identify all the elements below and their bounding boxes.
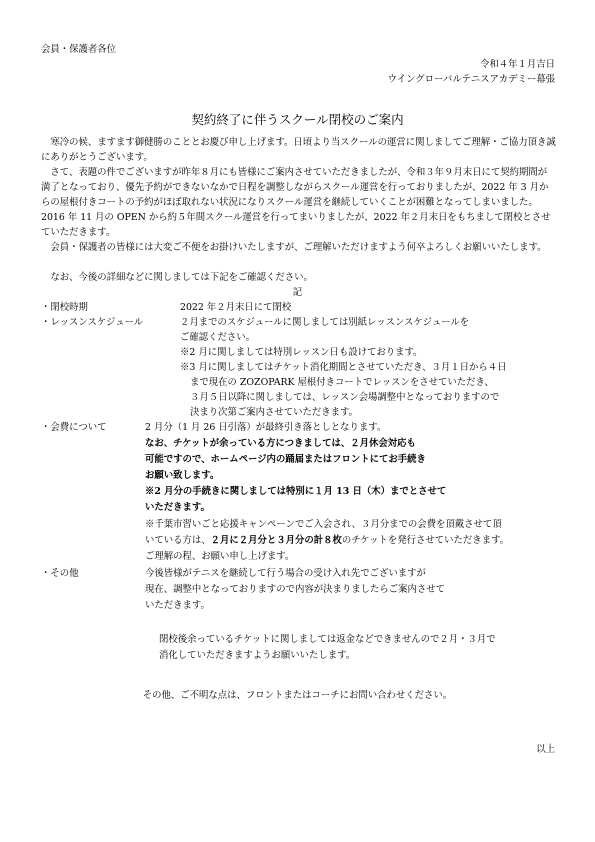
paragraph-details: なお、今後の詳細などに関しましては下記をご確認ください。 <box>50 272 313 283</box>
refund-line: 閉校後余っているチケットに関しましては返金などできませんので２月・３月で <box>159 634 496 645</box>
ki-heading: 記 <box>292 287 303 298</box>
sender-name: ウイングローバルテニスアカデミー幕張 <box>387 74 555 85</box>
paragraph-apology: 会員・保護者の皆様には大変ご不便をお掛けいたしますが、ご理解いただけますよう何卒よろしくお願いいたします。 <box>50 242 547 253</box>
fee-bold-line: お願い致します。 <box>145 470 220 481</box>
addressee: 会員・保護者各位 <box>41 44 117 55</box>
issue-date: 令和４年１月吉日 <box>479 59 555 70</box>
fee-campaign-note-line2 <box>145 533 509 548</box>
fee-note-text: のチケットを発行させていただきます。 <box>341 535 510 546</box>
schedule-line: ご確認ください。 <box>180 332 256 343</box>
schedule-line: ※3 月に関しましてはチケット消化期間とさせていただき、３月１日から４日 <box>180 362 507 373</box>
other-label: ・その他 <box>41 568 79 579</box>
schedule-line: ３月５日以降に関しましては、レッスン会場調整中となっておりますので <box>190 392 500 403</box>
schedule-line: ※2 月に関しましては特別レッスン日も設けております。 <box>180 347 423 358</box>
document-title: 契約終了に伴うスクール閉校のご案内 <box>191 112 404 127</box>
paragraph-announcement: さて、表題の件でございますが昨年８月にも皆様にご案内させていただきましたが、令和３年９月末日にて契約期間が満了となっており、優先予約ができないなかで日程を調整しながらスクール運営を行っておりましたが、2022 年 3 月からの屋根付きコートの予約がほぼ取れない状況になりスクール運営を継続していくことが困難となってしまいました。2016 年 11 月の OPEN から約５年間スクール運営を行ってまいりましたが、2022 年２月末日をもちまして閉校とさせていただきます。 <box>41 167 551 238</box>
other-line: 現在、調整中となっておりますので内容が決まりましたらご案内させて <box>145 584 446 595</box>
closing-date-label: ・閉校時期 <box>41 302 88 313</box>
fee-bold-line: なお、チケットが余っている方につきましては、２月休会対応も <box>145 438 416 449</box>
fee-bold-line: ※2 月分の手続きに関しましては特別に１月 13 日（木）までとさせて <box>145 486 447 497</box>
other-line: 今後皆様がテニスを継続して行う場合の受け入れ先でございますが <box>145 568 426 579</box>
schedule-line: ２月までのスケジュールに関しましては別紙レッスンスケジュールを <box>180 317 470 328</box>
contact-note: その他、ご不明な点は、フロントまたはコーチにお問い合わせください。 <box>142 690 453 701</box>
closing-ijo: 以上 <box>536 744 555 755</box>
closing-date-value: 2022 年２月末日にて閉校 <box>180 302 292 313</box>
fee-campaign-note-thanks: ご理解の程、お願い申し上げます。 <box>145 551 295 562</box>
fee-label: ・会費について <box>41 422 107 433</box>
schedule-label: ・レッスンスケジュール <box>41 317 144 328</box>
schedule-line: まで現在の ZOZOPARK 屋根付きコートでレッスンをさせていただき、 <box>190 377 494 388</box>
schedule-line: 決まり次第ご案内させていただきます。 <box>190 407 359 418</box>
fee-bold-line: いただきます。 <box>145 502 210 513</box>
paragraph-greeting: 寒冷の候、ますます御健勝のこととお慶び申し上げます。日頃より当スクールの運営に関しましてご理解・ご協力頂き誠にありがとうございます。 <box>41 137 556 163</box>
other-line: いただきます。 <box>145 600 210 611</box>
refund-line: 消化していただきますようお願いいたします。 <box>159 650 356 661</box>
fee-campaign-note: ※千葉市習いごと応援キャンペーンでご入会され、３月分までの会費を頂戴させて頂 <box>145 519 502 530</box>
fee-note-text: いている方は、 <box>145 535 211 546</box>
fee-note-bold: ２月に２月分と３月分の計８枚 <box>210 535 342 546</box>
fee-bold-line: 可能ですので、ホームページ内の踊届またはフロントにてお手続き <box>145 454 426 465</box>
fee-final-debit: 2 月分（1 月 26 日引落）が最終引き落としとなります。 <box>145 422 387 433</box>
